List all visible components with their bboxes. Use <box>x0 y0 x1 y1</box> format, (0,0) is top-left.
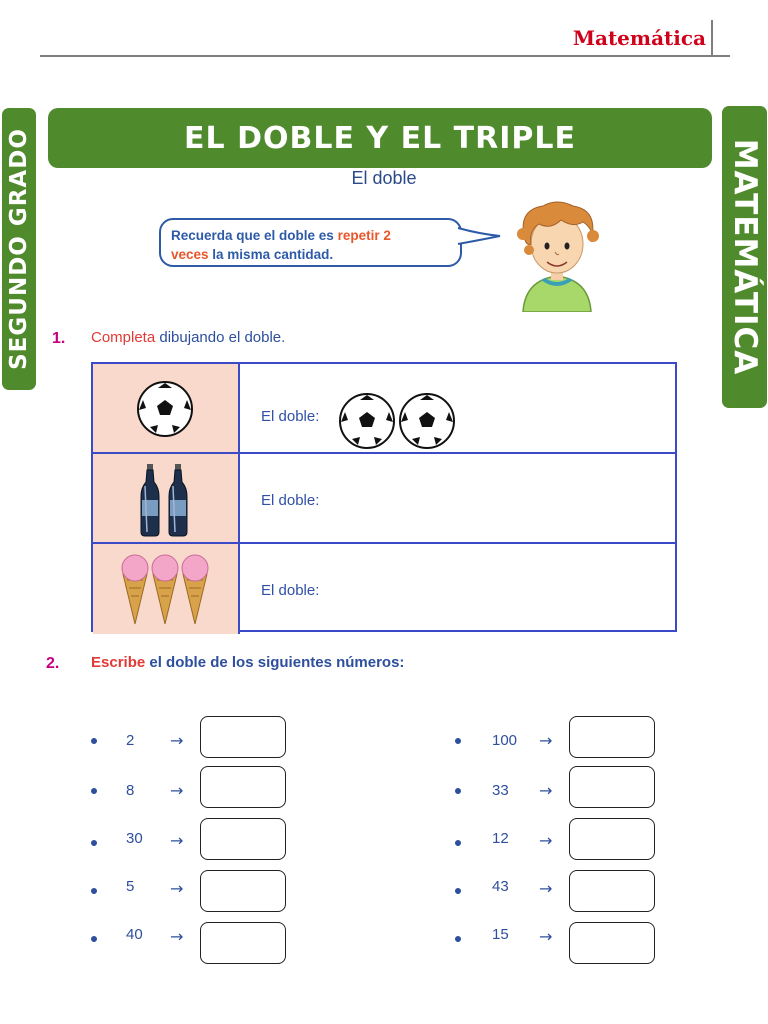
child-icon <box>503 200 611 312</box>
exercise-number: 33 <box>492 782 509 799</box>
table-row-label: El doble: <box>261 408 320 425</box>
answer-box[interactable] <box>569 818 655 860</box>
table-picture-cell <box>93 544 240 634</box>
answer-box[interactable] <box>569 766 655 808</box>
side-label-right-text: MATEMÁTICA <box>726 138 763 376</box>
question-2-verb: Escribe <box>91 654 146 671</box>
bullet-icon <box>91 888 97 894</box>
bullet-icon <box>455 788 461 794</box>
arrow-icon: → <box>170 731 184 750</box>
ice-cream-cones-icon <box>119 554 211 626</box>
title-banner <box>48 108 712 168</box>
arrow-icon: → <box>170 831 184 850</box>
table-row <box>93 542 675 634</box>
soccer-ball-icon <box>136 380 194 438</box>
exercise-number: 5 <box>126 878 135 895</box>
table-picture-cell <box>93 364 240 454</box>
bullet-icon <box>91 840 97 846</box>
answer-box[interactable] <box>569 922 655 964</box>
table-row <box>93 452 675 544</box>
soda-bottles-icon <box>139 462 191 538</box>
soccer-ball-icon <box>398 392 456 450</box>
exercise-number: 2 <box>126 732 135 749</box>
question-1-number: 1. <box>52 330 66 347</box>
doubles-table <box>91 362 677 632</box>
reminder-text-2: la misma cantidad. <box>208 247 334 262</box>
exercise-number: 12 <box>492 830 509 847</box>
exercise-number: 40 <box>126 926 143 943</box>
answer-box[interactable] <box>200 766 286 808</box>
side-label-left-text: SEGUNDO GRADO <box>6 128 32 370</box>
question-2-instruction <box>91 654 404 671</box>
arrow-icon: → <box>170 927 184 946</box>
page-subtitle: El doble <box>351 168 417 188</box>
bullet-icon <box>455 840 461 846</box>
bullet-icon <box>455 738 461 744</box>
table-row <box>93 364 675 454</box>
bubble-tail-icon <box>456 224 504 248</box>
arrow-icon: → <box>539 831 553 850</box>
header-rule <box>40 55 730 57</box>
table-row-label: El doble: <box>261 492 320 509</box>
arrow-icon: → <box>539 879 553 898</box>
reminder-highlight-1: repetir 2 <box>337 228 391 243</box>
exercise-number: 15 <box>492 926 509 943</box>
question-2-number: 2. <box>46 655 60 672</box>
table-picture-cell <box>93 454 240 544</box>
bullet-icon <box>91 738 97 744</box>
page-title: EL DOBLE Y EL TRIPLE <box>184 120 576 156</box>
question-2-rest: el doble de los siguientes números: <box>145 654 405 671</box>
answer-box[interactable] <box>200 716 286 758</box>
bullet-icon <box>455 888 461 894</box>
answer-box[interactable] <box>569 716 655 758</box>
answer-box[interactable] <box>200 922 286 964</box>
bullet-icon <box>455 936 461 942</box>
side-label-right <box>722 106 767 408</box>
question-1-rest: dibujando el doble. <box>155 329 286 346</box>
answer-box[interactable] <box>200 870 286 912</box>
table-row-label: El doble: <box>261 582 320 599</box>
soccer-ball-icon <box>338 392 396 450</box>
answer-box[interactable] <box>569 870 655 912</box>
exercise-number: 30 <box>126 830 143 847</box>
bullet-icon <box>91 788 97 794</box>
subject-header: Matemática <box>572 26 706 50</box>
exercise-number: 43 <box>492 878 509 895</box>
reminder-highlight-2: veces <box>171 247 209 262</box>
side-label-left <box>2 108 36 390</box>
answer-box[interactable] <box>200 818 286 860</box>
arrow-icon: → <box>170 781 184 800</box>
exercise-number: 8 <box>126 782 135 799</box>
reminder-text-1: Recuerda que el doble es <box>171 228 338 243</box>
reminder-bubble <box>159 218 462 267</box>
exercise-number: 100 <box>492 732 518 749</box>
arrow-icon: → <box>539 927 553 946</box>
bullet-icon <box>91 936 97 942</box>
question-1-instruction <box>91 329 285 346</box>
arrow-icon: → <box>539 781 553 800</box>
arrow-icon: → <box>170 879 184 898</box>
question-1-verb: Completa <box>91 329 156 346</box>
arrow-icon: → <box>539 731 553 750</box>
header-divider <box>711 20 713 56</box>
